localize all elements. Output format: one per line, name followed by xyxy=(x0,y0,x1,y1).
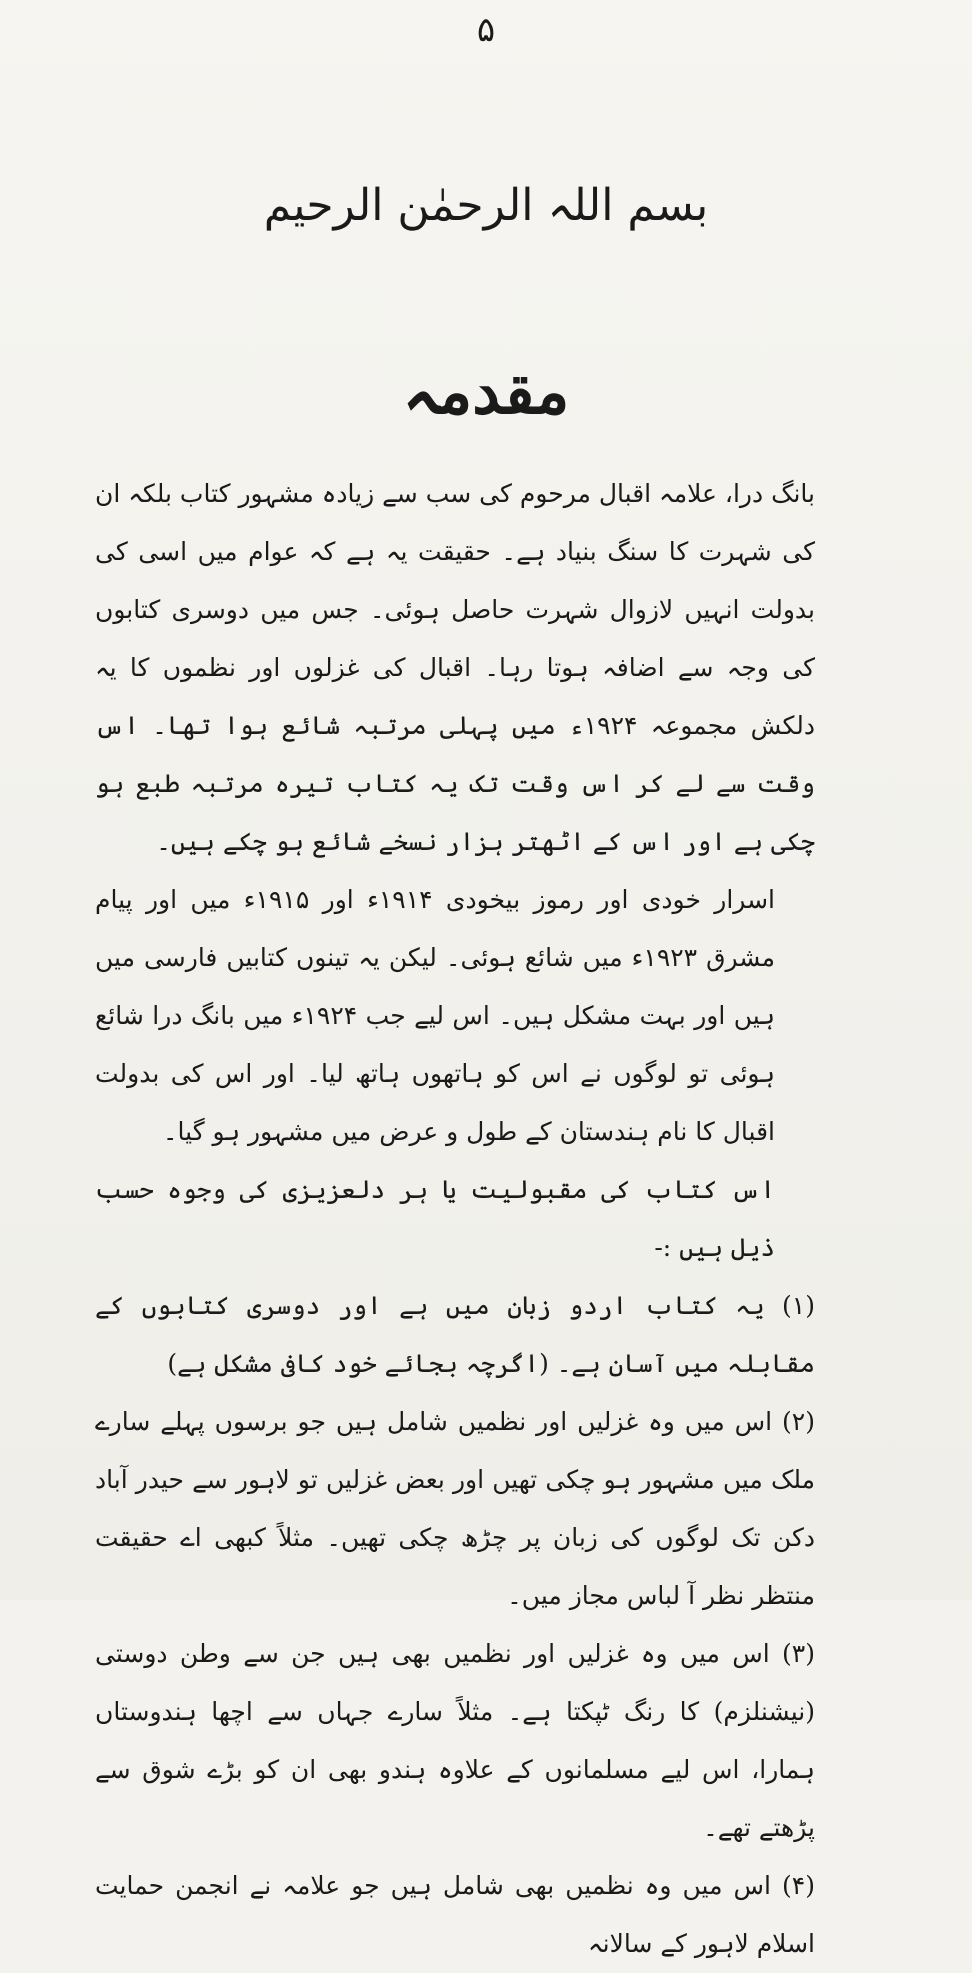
list-item: (۱) یہ کتاب اردو زبان میں ہے اور دوسری کتابوں کے مقابلہ میں آسان ہے۔ (اگرچہ بجائے خود کافی مشکل ہے) xyxy=(95,1291,815,1378)
document-body xyxy=(95,465,815,1973)
paragraph: اس کتاب کی مقبولیت یا ہر دلعزیزی کی وجوہ حسب ذیل ہیں :- xyxy=(95,1175,775,1262)
page-heading: مقدمہ xyxy=(402,355,570,428)
list-item: (۲) اس میں وہ غزلیں اور نظمیں شامل ہیں جو برسوں پہلے سارے ملک میں مشہور ہو چکی تھیں اور بعض غزلیں تو لاہور سے حیدر آباد دکن تک لوگوں کی زبان پر چڑھ چکی تھیں۔ مثلاً کبھی اے حقیقت منتظر نظر آ لباس مجاز میں۔ xyxy=(95,1407,815,1610)
paragraph: اسرار خودی اور رموز بیخودی ۱۹۱۴ء اور ۱۹۱۵ء میں اور پیام مشرق ۱۹۲۳ء میں شائع ہوئی۔ لیکن یہ تینوں کتابیں فارسی میں ہیں اور بہت مشکل ہیں۔ اس لیے جب ۱۹۲۴ء میں بانگ درا شائع ہوئی تو لوگوں نے اس کو ہاتھوں ہاتھ لیا۔ اور اس کی بدولت اقبال کا نام ہندستان کے طول و عرض میں مشہور ہو گیا۔ xyxy=(95,885,775,1146)
page-number: ۵ xyxy=(476,10,496,50)
list-item: (۴) اس میں وہ نظمیں بھی شامل ہیں جو علامہ نے انجمن حمایت اسلام لاہور کے سالانہ xyxy=(95,1871,815,1958)
bismillah-invocation: بسم اللہ الرحمٰن الرحیم xyxy=(263,180,709,231)
paragraph: بانگ درا، علامہ اقبال مرحوم کی سب سے زیادہ مشہور کتاب بلکہ ان کی شہرت کا سنگ بنیاد ہے۔ حقیقت یہ ہے کہ عوام میں اسی کی بدولت انہیں لازوال شہرت حاصل ہوئی۔ جس میں دوسری کتابوں کی وجہ سے اضافہ ہوتا رہا۔ اقبال کی غزلوں اور نظموں کا یہ دلکش مجموعہ ۱۹۲۴ء میں پہلی مرتبہ شائع ہوا تھا۔ اس وقت سے لے کر اس وقت تک یہ کتاب تیرہ مرتبہ طبع ہو چکی ہے اور اس کے اٹھتر ہزار نسخے شائع ہو چکے ہیں۔ xyxy=(95,479,815,856)
list-item: (۳) اس میں وہ غزلیں اور نظمیں بھی ہیں جن سے وطن دوستی (نیشنلزم) کا رنگ ٹپکتا ہے۔ مثلاً سارے جہاں سے اچھا ہندوستاں ہمارا، اس لیے مسلمانوں کے علاوہ ہندو بھی ان کو بڑے شوق سے پڑھتے تھے۔ xyxy=(95,1639,815,1842)
